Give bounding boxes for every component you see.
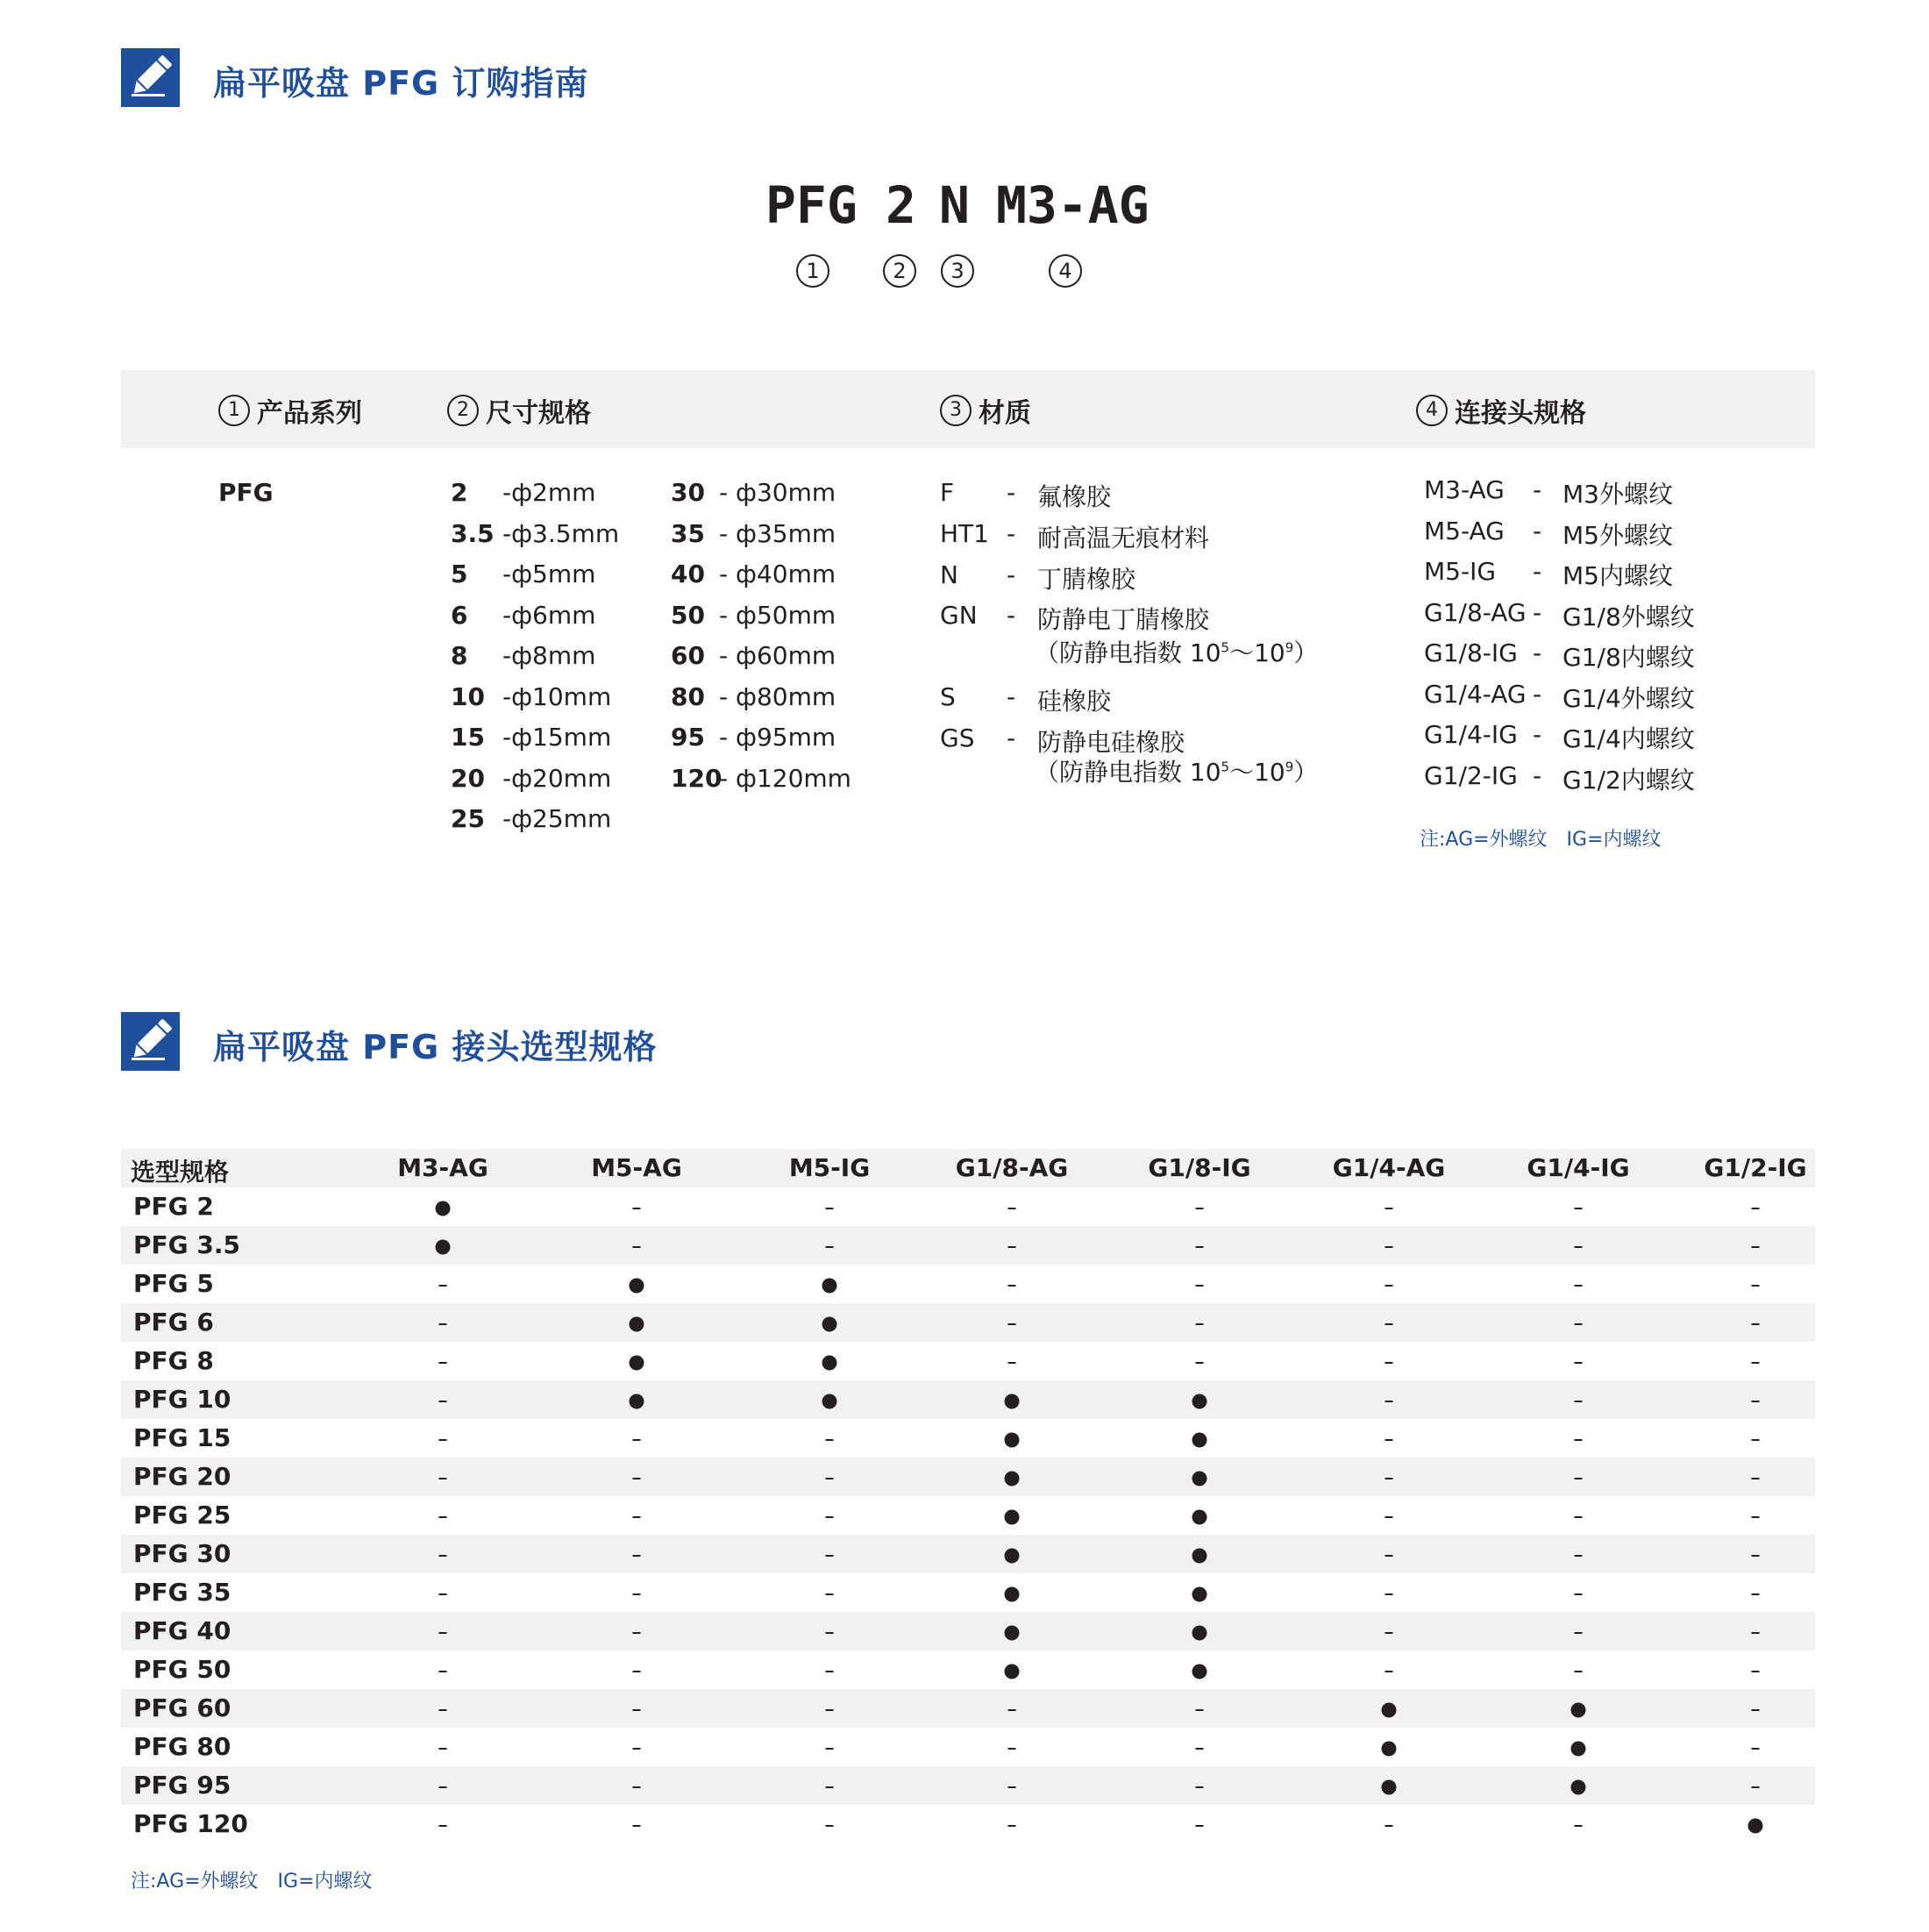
not-applicable-dash <box>1008 1709 1016 1711</box>
not-applicable-dash <box>439 1555 447 1557</box>
table-row <box>121 1187 1815 1226</box>
size-code: 10 <box>451 681 485 711</box>
connector-dash: - <box>1533 679 1542 709</box>
table-header-connector: M3-AG <box>397 1153 488 1182</box>
connector-thread: G1/4内螺纹 <box>1562 724 1695 753</box>
table-row-label: PFG 15 <box>133 1423 231 1452</box>
compatible-dot <box>1192 1433 1207 1448</box>
order-code-material: N <box>939 175 970 235</box>
material-code: GS <box>940 724 975 752</box>
size-code: 35 <box>671 518 705 548</box>
not-applicable-dash <box>1196 1246 1204 1248</box>
size-diameter: - ф60mm <box>719 641 836 670</box>
size-diameter: -ф8mm <box>502 641 596 670</box>
compatible-dot <box>1005 1472 1020 1486</box>
not-applicable-dash <box>1575 1555 1583 1557</box>
not-applicable-dash <box>633 1439 641 1441</box>
compatible-dot <box>1005 1394 1020 1409</box>
table-row <box>121 1496 1815 1535</box>
not-applicable-dash <box>1752 1593 1760 1595</box>
material-code: F <box>940 478 955 507</box>
size-code: 40 <box>671 560 705 588</box>
not-applicable-dash <box>1752 1285 1760 1287</box>
not-applicable-dash <box>1752 1671 1760 1672</box>
not-applicable-dash <box>1385 1208 1393 1209</box>
connector-thread: G1/2内螺纹 <box>1562 765 1695 795</box>
not-applicable-dash <box>633 1246 641 1248</box>
table-row <box>121 1535 1815 1573</box>
not-applicable-dash <box>826 1709 834 1711</box>
connector-thread: M5外螺纹 <box>1562 520 1673 550</box>
not-applicable-dash <box>1196 1323 1204 1325</box>
compatible-dot <box>1005 1510 1020 1525</box>
not-applicable-dash <box>826 1246 834 1248</box>
column-title: 连接头规格 <box>1455 398 1586 429</box>
not-applicable-dash <box>1575 1285 1583 1287</box>
not-applicable-dash <box>1752 1439 1760 1441</box>
table-row-label: PFG 80 <box>133 1732 231 1761</box>
not-applicable-dash <box>1752 1748 1760 1750</box>
size-code: 120 <box>671 763 722 793</box>
not-applicable-dash <box>633 1825 641 1827</box>
table-header-spec: 选型规格 <box>131 1158 230 1187</box>
not-applicable-dash <box>439 1401 447 1402</box>
table-row <box>121 1728 1815 1766</box>
not-applicable-dash <box>1385 1593 1393 1595</box>
not-applicable-dash <box>1385 1323 1393 1325</box>
table-row-label: PFG 20 <box>133 1462 231 1491</box>
table-row <box>121 1573 1815 1612</box>
size-code: 30 <box>671 478 705 507</box>
not-applicable-dash <box>1008 1748 1016 1750</box>
not-applicable-dash <box>439 1439 447 1441</box>
not-applicable-dash <box>1196 1362 1204 1364</box>
not-applicable-dash <box>1196 1748 1204 1750</box>
order-code-size: 2 <box>886 175 916 235</box>
compatible-dot <box>822 1279 837 1294</box>
not-applicable-dash <box>439 1516 447 1518</box>
compatible-dot <box>630 1317 644 1332</box>
not-applicable-dash <box>1385 1362 1393 1364</box>
table-header-connector: G1/4-IG <box>1527 1153 1630 1182</box>
not-applicable-dash <box>1008 1208 1016 1209</box>
not-applicable-dash <box>439 1632 447 1634</box>
table-row <box>121 1380 1815 1419</box>
connector-dash: - <box>1533 638 1542 667</box>
table-row <box>121 1265 1815 1303</box>
not-applicable-dash <box>1752 1632 1760 1634</box>
size-diameter: -ф2mm <box>502 478 596 507</box>
column-header-series <box>218 391 362 430</box>
size-diameter: -ф15mm <box>502 723 612 752</box>
not-applicable-dash <box>1385 1825 1393 1827</box>
connector-code: G1/4-AG <box>1424 679 1527 709</box>
table-header-connector: M5-AG <box>591 1153 682 1182</box>
table-row-label: PFG 8 <box>133 1346 214 1375</box>
not-applicable-dash <box>826 1478 834 1479</box>
compatible-dot <box>1005 1665 1020 1679</box>
connector-dash: - <box>1533 516 1542 545</box>
not-applicable-dash <box>1385 1516 1393 1518</box>
not-applicable-dash <box>1752 1401 1760 1402</box>
not-applicable-dash <box>1196 1825 1204 1827</box>
not-applicable-dash <box>1008 1786 1016 1788</box>
size-diameter: - ф50mm <box>719 600 836 630</box>
size-diameter: -ф6mm <box>502 600 596 630</box>
table-row-label: PFG 60 <box>133 1693 231 1722</box>
connector-dash: - <box>1533 597 1542 627</box>
compatible-dot <box>1192 1472 1207 1486</box>
not-applicable-dash <box>1385 1439 1393 1441</box>
not-applicable-dash <box>1752 1516 1760 1518</box>
not-applicable-dash <box>826 1555 834 1557</box>
not-applicable-dash <box>826 1748 834 1750</box>
table-row <box>121 1650 1815 1689</box>
not-applicable-dash <box>633 1786 641 1788</box>
order-code-marker-2: 2 <box>883 254 916 288</box>
compatible-dot <box>1748 1819 1763 1834</box>
table-row <box>121 1303 1815 1342</box>
table-row <box>121 1805 1815 1843</box>
table-row <box>121 1766 1815 1805</box>
material-code: HT1 <box>940 519 989 548</box>
order-code-connector: M3-AG <box>996 175 1150 235</box>
size-diameter: - ф80mm <box>719 681 836 711</box>
table-row-label: PFG 25 <box>133 1501 231 1529</box>
size-code: 20 <box>451 763 485 793</box>
size-code: 25 <box>451 804 485 833</box>
column-number: 4 <box>1416 395 1448 426</box>
series-value: PFG <box>218 478 274 507</box>
pencil-icon <box>121 48 180 107</box>
not-applicable-dash <box>1385 1671 1393 1672</box>
connector-code: G1/4-IG <box>1424 720 1518 749</box>
section-title-ordering-guide: 扁平吸盘 PFG 订购指南 <box>213 64 589 103</box>
order-code-marker-4: 4 <box>1049 254 1082 288</box>
table-row-label: PFG 40 <box>133 1616 231 1645</box>
table-thread-note: 注:AG=外螺纹 IG=内螺纹 <box>131 1871 373 1893</box>
connector-thread: G1/8内螺纹 <box>1562 643 1695 672</box>
size-diameter: -ф25mm <box>502 804 612 833</box>
not-applicable-dash <box>1196 1709 1204 1711</box>
size-code: 15 <box>451 723 485 752</box>
connector-dash: - <box>1533 557 1542 586</box>
connector-code: M5-AG <box>1424 516 1505 545</box>
not-applicable-dash <box>439 1825 447 1827</box>
antistatic-index-note-gn: （防静电指数 $10^5\sim 10^9$） <box>1035 638 1319 667</box>
column-number: 2 <box>447 395 479 426</box>
not-applicable-dash <box>633 1208 641 1209</box>
table-row <box>121 1226 1815 1265</box>
size-diameter: - ф95mm <box>719 723 836 752</box>
compatible-dot <box>630 1356 644 1371</box>
not-applicable-dash <box>633 1671 641 1672</box>
size-code: 95 <box>671 723 705 752</box>
compatible-dot <box>1382 1703 1397 1718</box>
material-dash: - <box>1007 560 1016 589</box>
not-applicable-dash <box>439 1593 447 1595</box>
not-applicable-dash <box>1385 1246 1393 1248</box>
compatible-dot <box>1005 1587 1020 1602</box>
compatible-dot <box>1192 1665 1207 1679</box>
material-name: 防静电丁腈橡胶 <box>1037 605 1210 634</box>
column-title: 尺寸规格 <box>486 398 591 429</box>
not-applicable-dash <box>1752 1323 1760 1325</box>
not-applicable-dash <box>1575 1593 1583 1595</box>
not-applicable-dash <box>1752 1478 1760 1479</box>
not-applicable-dash <box>1575 1825 1583 1827</box>
size-code: 60 <box>671 641 705 670</box>
not-applicable-dash <box>1752 1786 1760 1788</box>
table-row-label: PFG 30 <box>133 1539 231 1568</box>
not-applicable-dash <box>1385 1401 1393 1402</box>
table-row-label: PFG 2 <box>133 1192 214 1221</box>
column-number: 3 <box>940 395 972 426</box>
size-diameter: - ф35mm <box>719 518 836 548</box>
not-applicable-dash <box>1752 1555 1760 1557</box>
table-header-connector: G1/2-IG <box>1704 1153 1807 1182</box>
not-applicable-dash <box>1385 1632 1393 1634</box>
size-code: 2 <box>451 478 468 507</box>
not-applicable-dash <box>633 1709 641 1711</box>
material-dash: - <box>1007 478 1016 507</box>
connector-code: G1/8-AG <box>1424 597 1527 627</box>
material-name: 耐高温无痕材料 <box>1037 524 1210 553</box>
table-row-label: PFG 35 <box>133 1578 231 1607</box>
table-row-label: PFG 5 <box>133 1269 214 1298</box>
material-code: GN <box>940 601 978 630</box>
compatible-dot <box>1192 1510 1207 1525</box>
material-dash: - <box>1007 601 1016 630</box>
table-row <box>121 1419 1815 1458</box>
column-header-connector <box>1416 391 1586 430</box>
size-diameter: -ф10mm <box>502 681 612 711</box>
not-applicable-dash <box>633 1632 641 1634</box>
size-diameter: -ф3.5mm <box>502 518 620 548</box>
table-row-label: PFG 3.5 <box>133 1230 240 1259</box>
size-diameter: -ф5mm <box>502 560 596 588</box>
not-applicable-dash <box>826 1825 834 1827</box>
compatible-dot <box>1382 1742 1397 1757</box>
not-applicable-dash <box>1575 1208 1583 1209</box>
compatible-dot <box>1571 1742 1586 1757</box>
not-applicable-dash <box>1575 1671 1583 1672</box>
column-header-size <box>447 391 591 430</box>
material-name: 防静电硅橡胶 <box>1037 728 1185 757</box>
not-applicable-dash <box>1575 1246 1583 1248</box>
not-applicable-dash <box>1575 1362 1583 1364</box>
material-name: 硅橡胶 <box>1037 687 1112 716</box>
compatible-dot <box>630 1394 644 1409</box>
connector-dash: - <box>1533 760 1542 790</box>
table-row <box>121 1458 1815 1496</box>
not-applicable-dash <box>1385 1285 1393 1287</box>
connector-dash: - <box>1533 475 1542 504</box>
compatible-dot <box>630 1279 644 1294</box>
not-applicable-dash <box>439 1362 447 1364</box>
connector-code: G1/8-IG <box>1424 638 1518 667</box>
thread-note: 注:AG=外螺纹 IG=内螺纹 <box>1420 829 1662 851</box>
size-diameter: -ф20mm <box>502 763 612 793</box>
table-header-connector: G1/8-IG <box>1148 1153 1251 1182</box>
not-applicable-dash <box>1752 1246 1760 1248</box>
table-header-connector: M5-IG <box>788 1153 871 1182</box>
not-applicable-dash <box>826 1516 834 1518</box>
not-applicable-dash <box>1385 1555 1393 1557</box>
not-applicable-dash <box>826 1632 834 1634</box>
not-applicable-dash <box>439 1478 447 1479</box>
not-applicable-dash <box>1752 1709 1760 1711</box>
not-applicable-dash <box>439 1748 447 1750</box>
not-applicable-dash <box>439 1323 447 1325</box>
not-applicable-dash <box>1752 1208 1760 1209</box>
material-dash: - <box>1007 519 1016 548</box>
compatible-dot <box>822 1317 837 1332</box>
table-row-label: PFG 10 <box>133 1385 231 1414</box>
not-applicable-dash <box>1196 1786 1204 1788</box>
connector-dash: - <box>1533 720 1542 749</box>
not-applicable-dash <box>633 1478 641 1479</box>
size-code: 6 <box>451 600 468 630</box>
table-row-label: PFG 95 <box>133 1771 231 1800</box>
not-applicable-dash <box>826 1786 834 1788</box>
material-name: 丁腈橡胶 <box>1037 565 1136 594</box>
not-applicable-dash <box>439 1709 447 1711</box>
not-applicable-dash <box>439 1671 447 1672</box>
not-applicable-dash <box>1008 1362 1016 1364</box>
table-row-label: PFG 120 <box>133 1809 248 1838</box>
size-diameter: - ф120mm <box>719 763 851 793</box>
table-row <box>121 1342 1815 1380</box>
material-dash: - <box>1007 682 1016 711</box>
compatible-dot <box>822 1394 837 1409</box>
compatible-dot <box>1192 1626 1207 1641</box>
not-applicable-dash <box>826 1671 834 1672</box>
connector-code: G1/2-IG <box>1424 760 1518 790</box>
compatible-dot <box>1005 1626 1020 1641</box>
not-applicable-dash <box>1575 1478 1583 1479</box>
column-title: 材质 <box>979 398 1031 429</box>
not-applicable-dash <box>826 1208 834 1209</box>
size-code: 8 <box>451 641 468 670</box>
size-diameter: - ф40mm <box>719 560 836 588</box>
not-applicable-dash <box>1008 1825 1016 1827</box>
not-applicable-dash <box>1575 1632 1583 1634</box>
connector-thread: G1/8外螺纹 <box>1562 602 1695 631</box>
compatible-dot <box>1192 1587 1207 1602</box>
not-applicable-dash <box>633 1593 641 1595</box>
table-header-connector: G1/8-AG <box>955 1153 1069 1182</box>
connector-thread: G1/4外螺纹 <box>1562 683 1695 713</box>
size-code: 3.5 <box>451 518 495 548</box>
not-applicable-dash <box>1752 1362 1760 1364</box>
table-row <box>121 1689 1815 1728</box>
compatible-dot <box>1005 1433 1020 1448</box>
not-applicable-dash <box>1008 1323 1016 1325</box>
column-header-material <box>940 391 1031 430</box>
material-dash: - <box>1007 724 1016 752</box>
compatible-dot <box>1192 1394 1207 1409</box>
table-row <box>121 1612 1815 1650</box>
material-code: N <box>940 560 958 589</box>
column-title: 产品系列 <box>257 398 362 429</box>
size-code: 80 <box>671 681 705 711</box>
size-code: 5 <box>451 560 468 588</box>
compatible-dot <box>1382 1780 1397 1795</box>
not-applicable-dash <box>1575 1516 1583 1518</box>
not-applicable-dash <box>1008 1246 1016 1248</box>
not-applicable-dash <box>633 1516 641 1518</box>
material-code: S <box>940 682 956 711</box>
not-applicable-dash <box>826 1593 834 1595</box>
size-code: 50 <box>671 600 705 630</box>
column-number: 1 <box>218 395 250 426</box>
pencil-icon <box>121 1012 180 1071</box>
table-row-label: PFG 50 <box>133 1655 231 1684</box>
compatible-dot <box>822 1356 837 1371</box>
not-applicable-dash <box>1008 1285 1016 1287</box>
not-applicable-dash <box>1575 1323 1583 1325</box>
compatible-dot <box>1005 1549 1020 1564</box>
not-applicable-dash <box>1575 1439 1583 1441</box>
compatible-dot <box>1192 1549 1207 1564</box>
order-code-marker-1: 1 <box>796 254 829 288</box>
table-header-connector: G1/4-AG <box>1332 1153 1446 1182</box>
compatible-dot <box>436 1201 451 1216</box>
not-applicable-dash <box>633 1748 641 1750</box>
not-applicable-dash <box>633 1555 641 1557</box>
not-applicable-dash <box>1385 1478 1393 1479</box>
not-applicable-dash <box>1196 1285 1204 1287</box>
size-diameter: - ф30mm <box>719 478 836 507</box>
not-applicable-dash <box>1575 1401 1583 1402</box>
not-applicable-dash <box>439 1786 447 1788</box>
section-title-fitting-selection: 扁平吸盘 PFG 接头选型规格 <box>213 1028 658 1066</box>
not-applicable-dash <box>1196 1208 1204 1209</box>
compatible-dot <box>436 1240 451 1255</box>
compatible-dot <box>1571 1703 1586 1718</box>
connector-thread: M3外螺纹 <box>1562 480 1673 509</box>
antistatic-index-note-gs: （防静电指数 $10^5\sim 10^9$） <box>1035 758 1319 787</box>
connector-code: M3-AG <box>1424 475 1505 504</box>
connector-thread: M5内螺纹 <box>1562 561 1673 590</box>
order-code-marker-3: 3 <box>941 254 974 288</box>
table-row-label: PFG 6 <box>133 1308 214 1337</box>
not-applicable-dash <box>826 1439 834 1441</box>
connector-code: M5-IG <box>1424 557 1497 586</box>
compatible-dot <box>1571 1780 1586 1795</box>
not-applicable-dash <box>439 1285 447 1287</box>
material-name: 氟橡胶 <box>1037 482 1112 511</box>
order-code-series: PFG <box>765 175 858 235</box>
